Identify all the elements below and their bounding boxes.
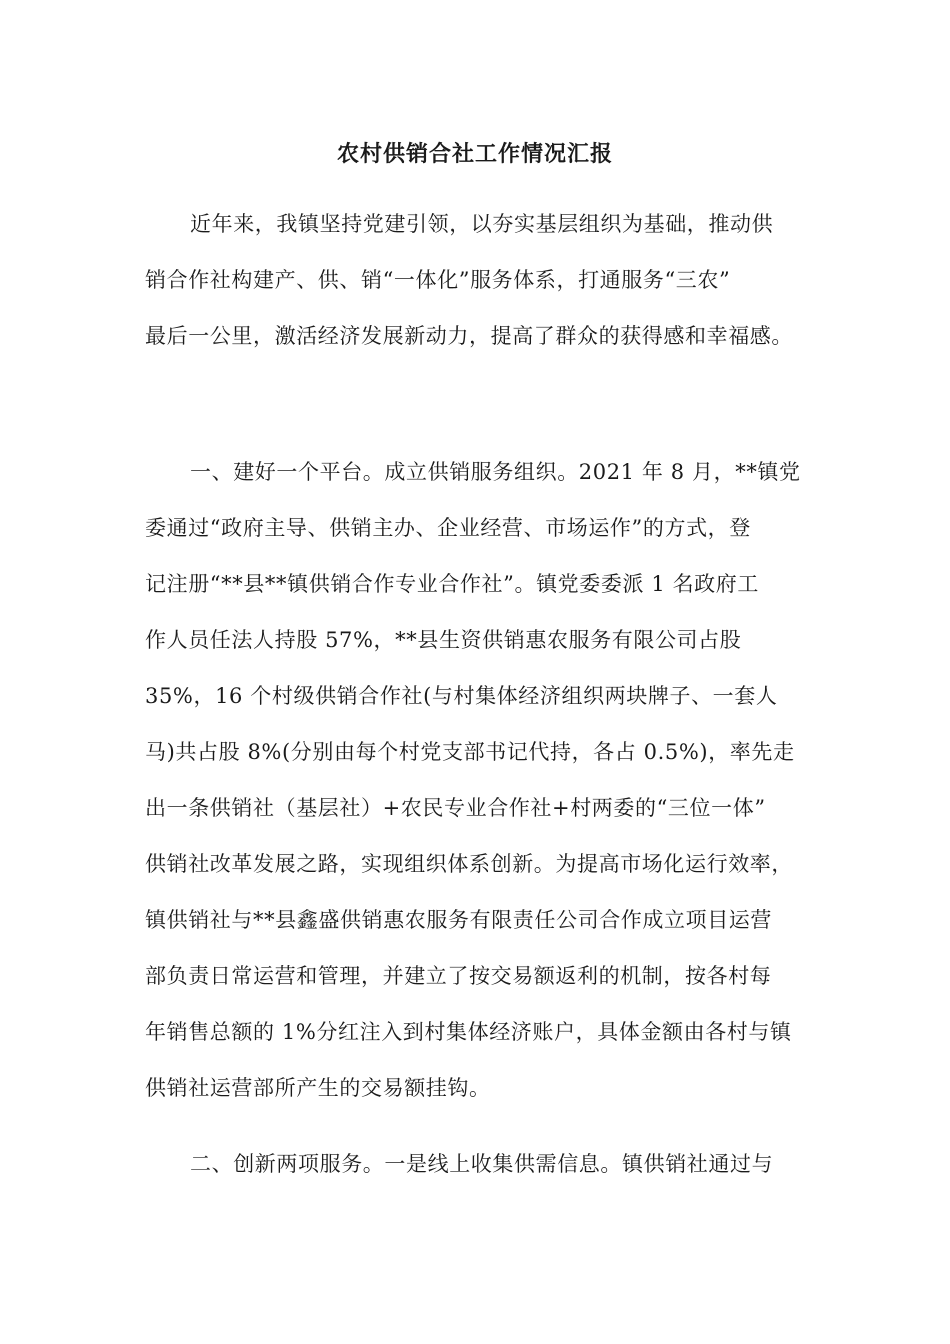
paragraph-1-line-3: 最后一公里，激活经济发展新动力，提高了群众的获得感和幸福感。 [145, 324, 793, 348]
paragraph-2-line-9: 镇供销社与**县鑫盛供销惠农服务有限责任公司合作成立项目运营 [145, 908, 772, 932]
paragraph-2-line-2: 委通过“政府主导、供销主办、企业经营、市场运作”的方式，登 [145, 516, 751, 540]
paragraph-2-line-10: 部负责日常运营和管理，并建立了按交易额返利的机制，按各村每 [145, 964, 772, 988]
paragraph-1-line-1: 近年来，我镇坚持党建引领，以夯实基层组织为基础，推动供 [190, 212, 774, 236]
document-title: 农村供销合社工作情况汇报 [336, 141, 613, 167]
paragraph-2-line-12: 供销社运营部所产生的交易额挂钩。 [145, 1076, 491, 1100]
paragraph-2-line-3: 记注册“**县**镇供销合作专业合作社”。镇党委委派 1 名政府工 [145, 572, 759, 596]
paragraph-2-line-11: 年销售总额的 1%分红注入到村集体经济账户，具体金额由各村与镇 [145, 1020, 792, 1044]
paragraph-2-line-4: 作人员任法人持股 57%，**县生资供销惠农服务有限公司占股 [145, 628, 742, 652]
paragraph-2-line-8: 供销社改革发展之路，实现组织体系创新。为提高市场化运行效率， [145, 852, 793, 876]
paragraph-3-line-1: 二、创新两项服务。一是线上收集供需信息。镇供销社通过与 [190, 1152, 774, 1176]
paragraph-2-line-6: 马)共占股 8%(分别由每个村党支部书记代持，各占 0.5%)，率先走 [145, 740, 795, 764]
paragraph-2-line-5: 35%，16 个村级供销合作社(与村集体经济组织两块牌子、一套人 [145, 684, 778, 708]
paragraph-2-line-7: 出一条供销社（基层社）+农民专业合作社+村两委的“三位一体” [145, 796, 766, 820]
paragraph-2-line-1: 一、建好一个平台。成立供销服务组织。2021 年 8 月，**镇党 [190, 460, 801, 484]
paragraph-1-line-2: 销合作社构建产、供、销“一体化”服务体系，打通服务“三农” [145, 268, 731, 292]
